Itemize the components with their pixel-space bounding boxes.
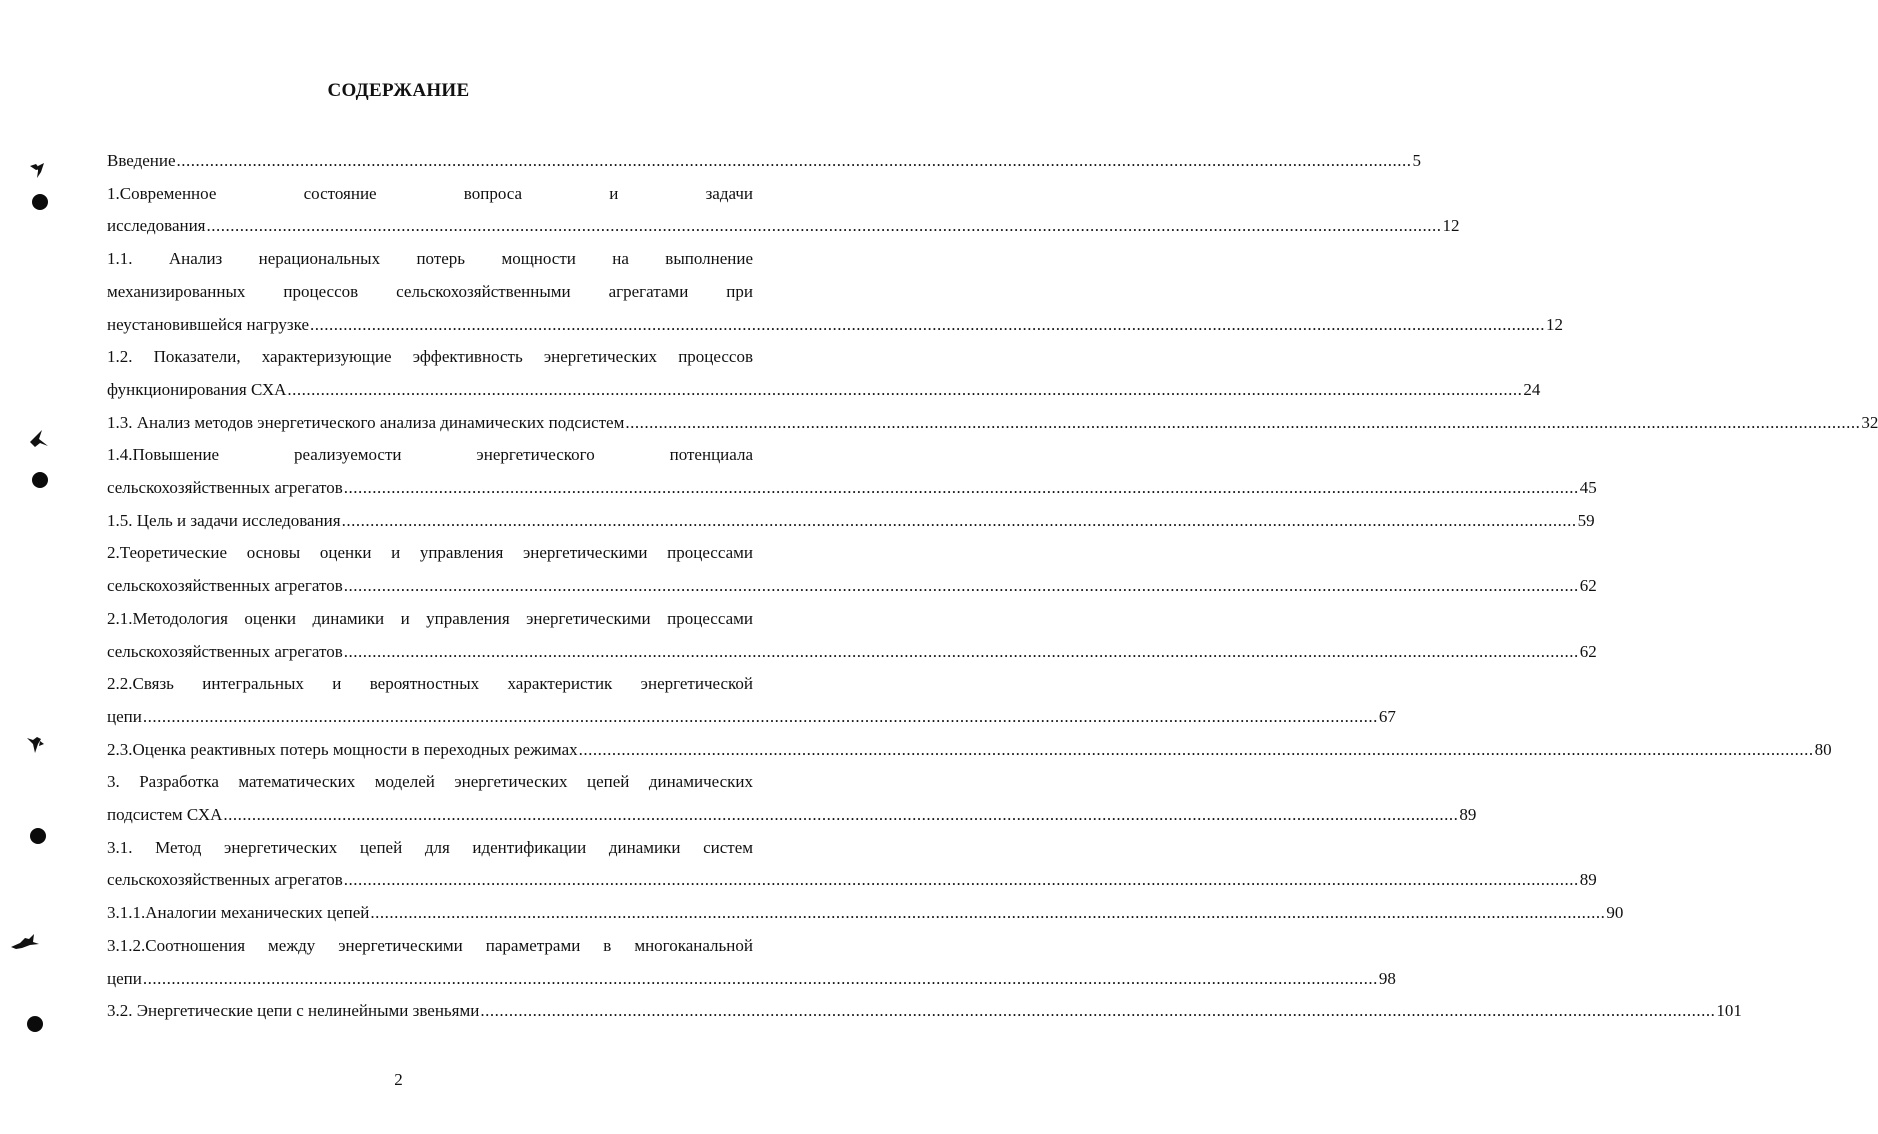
toc-entry-last-line [107,309,1564,342]
toc-page-number: 80 [1814,739,1832,759]
toc-entry-text: функционирования СХА [107,379,287,399]
toc-entry [107,603,1597,668]
toc-page-number: 89 [1459,805,1477,825]
toc-entry-last-line [107,407,1878,440]
toc-entry [107,766,1477,831]
toc-dot-leader: .................................................................................................................................................................................................................................................................... [343,478,1579,498]
toc-entry-last-line [107,472,1597,505]
toc-entry-line: 1.2. Показатели, характеризующие эффективность энергетических процессов [107,347,753,367]
hole-punch-dot [27,1016,43,1032]
toc-page-number: 24 [1523,379,1541,399]
toc-entry-last-line [107,799,1477,832]
toc-entry [107,930,1396,995]
toc-dot-leader: .................................................................................................................................................................................................................................................................... [176,151,1412,170]
toc-entry [107,145,1422,178]
toc-entry-last-line [107,734,1832,767]
page-number: 2 [394,1070,403,1089]
toc-entry-line: 3.1. Метод энергетических цепей для идентификации динамики систем [107,837,753,857]
toc-dot-leader: .................................................................................................................................................................................................................................................................... [287,379,1523,399]
toc-entry [107,734,1832,767]
toc-entry-text: сельскохозяйственных агрегатов [107,870,343,890]
page-title: СОДЕРЖАНИЕ [327,80,470,101]
toc-entry-text: 3.1.1.Аналогии механических цепей [107,903,370,923]
toc-page-number: 67 [1378,706,1396,726]
toc-page-number: 45 [1579,478,1597,498]
toc-dot-leader: .................................................................................................................................................................................................................................................................... [625,412,1861,432]
toc-entry [107,668,1396,733]
toc-entry-line: 3.1.2.Соотношения между энергетическими параметрами в многоканальной [107,935,753,955]
toc-dot-leader: .................................................................................................................................................................................................................................................................... [343,576,1579,596]
toc-entry-line: 2.1.Методология оценки динамики и управления энергетическими процессами [107,608,753,628]
toc-entry [107,178,1460,243]
toc-entry-text: сельскохозяйственных агрегатов [107,576,343,596]
toc-dot-leader: .................................................................................................................................................................................................................................................................... [206,216,1442,236]
toc-entry-line: 2.2.Связь интегральных и вероятностных характеристик энергетической [107,674,753,694]
toc-entry-text: подсистем СХА [107,805,223,825]
toc-page-number: 12 [1546,314,1564,334]
toc-entry-line: 2.Теоретические основы оценки и управления энергетическими процессами [107,543,753,563]
toc-page-number: 62 [1579,576,1597,596]
toc-dot-leader: .................................................................................................................................................................................................................................................................... [343,641,1579,661]
hole-punch-dot [30,828,46,844]
toc-page-number: 90 [1606,903,1624,923]
hole-punch-dot [32,194,48,210]
toc-dot-leader: .................................................................................................................................................................................................................................................................... [370,903,1606,923]
toc-entry-last-line [107,570,1597,603]
toc-entry-text: цепи [107,968,142,988]
toc-entry-last-line [107,701,1396,734]
toc-entry-text: 2.3.Оценка реактивных потерь мощности в переходных режимах [107,739,578,759]
toc-page-number: 101 [1716,1001,1742,1021]
toc-entry [107,505,1595,538]
toc-entry-last-line [107,374,1541,407]
toc-dot-leader: .................................................................................................................................................................................................................................................................... [341,510,1577,530]
toc-entry-text: сельскохозяйственных агрегатов [107,478,343,498]
toc-page-number: 32 [1861,412,1878,432]
toc-dot-leader: .................................................................................................................................................................................................................................................................... [142,968,1378,988]
toc-entry-text: Введение [107,151,176,170]
binding-mark-icon [24,734,54,756]
toc-entry-line: механизированных процессов сельскохозяйственными агрегатами при [107,281,753,301]
toc-entry-last-line [107,897,1624,930]
toc-entry [107,439,1597,504]
binding-mark-icon [26,428,56,450]
table-of-contents [107,145,1878,1028]
toc-page-number: 89 [1579,870,1597,890]
toc-dot-leader: .................................................................................................................................................................................................................................................................... [343,870,1579,890]
toc-entry-line: 1.1. Анализ нерациональных потерь мощности на выполнение [107,249,753,269]
toc-entry-text: 3.2. Энергетические цепи с нелинейными звеньями [107,1001,480,1021]
toc-page-number: 59 [1577,510,1595,530]
toc-page-number: 98 [1378,968,1396,988]
toc-entry-text: 1.3. Анализ методов энергетического анализа динамических подсистем [107,412,625,432]
toc-entry [107,341,1541,406]
hole-punch-dot [32,472,48,488]
toc-entry-line: 3. Разработка математических моделей энергетических цепей динамических [107,772,753,792]
toc-entry-last-line [107,864,1597,897]
toc-entry-text: цепи [107,706,142,726]
toc-page-number: 5 [1412,151,1422,170]
toc-dot-leader: .................................................................................................................................................................................................................................................................... [480,1001,1716,1021]
toc-dot-leader: .................................................................................................................................................................................................................................................................... [223,805,1459,825]
toc-entry [107,897,1624,930]
toc-entry [107,995,1742,1028]
toc-entry-text: исследования [107,216,206,236]
toc-entry-last-line [107,505,1595,538]
toc-page-number: 12 [1442,216,1460,236]
toc-entry [107,243,1564,341]
binding-mark-icon [26,160,56,182]
toc-entry-line: 1.Современное состояние вопроса и задачи [107,183,753,203]
toc-entry [107,537,1597,602]
toc-entry-last-line [107,145,1422,178]
toc-page-number: 62 [1579,641,1597,661]
toc-entry-last-line [107,963,1396,996]
toc-entry-last-line [107,636,1597,669]
toc-entry-last-line [107,995,1742,1028]
toc-entry [107,407,1878,440]
toc-entry-text: неустановившейся нагрузке [107,314,310,334]
binding-mark-icon [10,930,40,952]
toc-dot-leader: .................................................................................................................................................................................................................................................................... [310,314,1546,334]
toc-entry [107,832,1597,897]
toc-entry-line: 1.4.Повышение реализуемости энергетического потенциала [107,445,753,465]
toc-entry-last-line [107,210,1460,243]
toc-dot-leader: .................................................................................................................................................................................................................................................................... [578,739,1814,759]
toc-entry-text: 1.5. Цель и задачи исследования [107,510,341,530]
toc-dot-leader: .................................................................................................................................................................................................................................................................... [142,706,1378,726]
toc-entry-text: сельскохозяйственных агрегатов [107,641,343,661]
